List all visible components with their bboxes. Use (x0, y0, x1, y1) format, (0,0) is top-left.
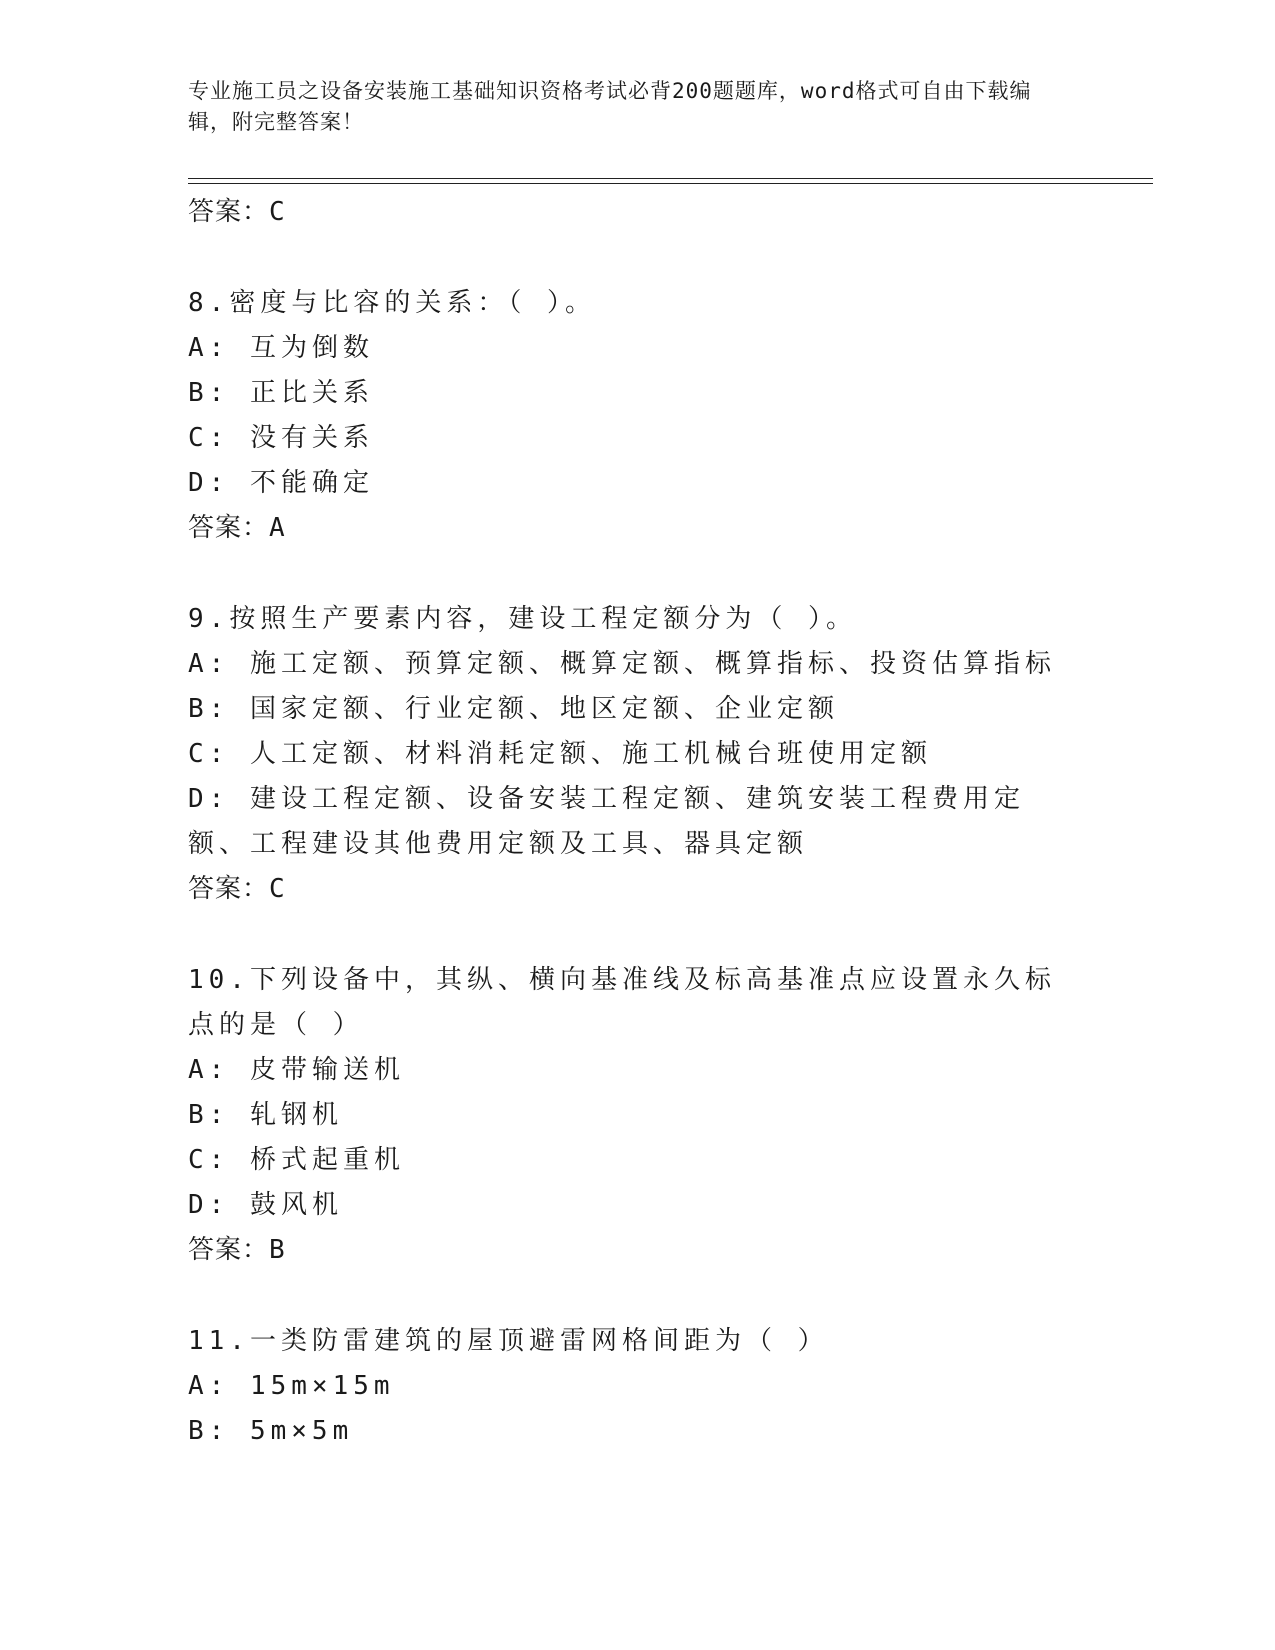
option-b (188, 687, 1088, 732)
option-text: 正比关系 (249, 378, 374, 408)
option-text: 桥式起重机 (249, 1145, 405, 1175)
question-text: 下列设备中，其纵、横向基准线及标高基准点应设置永久标点的是（ ） (188, 965, 1056, 1040)
option-a (188, 1364, 1088, 1409)
answer-label: 答案： (188, 874, 270, 904)
option-text: 没有关系 (249, 423, 374, 453)
question-list (188, 190, 1088, 1454)
document-header: 专业施工员之设备安装施工基础知识资格考试必背200题题库，word格式可自由下载编辑，附完整答案！ (188, 79, 1032, 134)
option-letter: D: (188, 784, 230, 814)
option-letter: A: (188, 333, 230, 363)
question-number: 11. (188, 1326, 250, 1356)
answer-value: C (269, 197, 286, 227)
option-letter: C: (188, 423, 230, 453)
answer-line (188, 867, 1088, 912)
option-d (188, 1183, 1088, 1228)
question-number: 10. (188, 965, 250, 995)
question-number: 9. (188, 604, 230, 634)
option-text: 皮带输送机 (249, 1055, 405, 1085)
option-c (188, 1138, 1088, 1183)
question-stem (188, 597, 1088, 642)
option-letter: D: (188, 1190, 230, 1220)
option-a (188, 326, 1088, 371)
option-text: 鼓风机 (249, 1190, 343, 1220)
question-text: 一类防雷建筑的屋顶避雷网格间距为（ ） (249, 1326, 829, 1356)
option-text: 互为倒数 (249, 333, 374, 363)
option-letter: C: (188, 739, 230, 769)
answer-label: 答案： (188, 513, 270, 543)
option-text: 不能确定 (249, 468, 374, 498)
answer-line (188, 190, 1088, 235)
header-divider (188, 178, 1153, 179)
option-a (188, 1048, 1088, 1093)
option-text: 5m×5m (249, 1416, 354, 1446)
question-number: 8. (188, 288, 230, 318)
option-letter: D: (188, 468, 230, 498)
option-letter: A: (188, 1055, 230, 1085)
option-letter: B: (188, 694, 230, 724)
answer-line (188, 506, 1088, 551)
option-letter: A: (188, 649, 230, 679)
option-text: 国家定额、行业定额、地区定额、企业定额 (249, 694, 839, 724)
option-b (188, 1409, 1088, 1454)
option-text: 建设工程定额、设备安装工程定额、建筑安装工程费用定额、工程建设其他费用定额及工具、器具定额 (188, 784, 1025, 859)
question-stem (188, 1319, 1088, 1364)
option-text: 人工定额、材料消耗定额、施工机械台班使用定额 (249, 739, 932, 769)
question-text: 密度与比容的关系：（ ）。 (229, 288, 596, 318)
answer-label: 答案： (188, 197, 270, 227)
header-divider-secondary (188, 183, 1153, 184)
option-c (188, 732, 1088, 777)
option-letter: B: (188, 1100, 230, 1130)
answer-line (188, 1228, 1088, 1273)
answer-value: B (269, 1235, 286, 1265)
answer-label: 答案： (188, 1235, 270, 1265)
option-c (188, 416, 1088, 461)
option-letter: A: (188, 1371, 230, 1401)
option-b (188, 1093, 1088, 1138)
answer-value: A (269, 513, 286, 543)
question-stem (188, 958, 1078, 1048)
option-letter: B: (188, 1416, 230, 1446)
option-text: 轧钢机 (249, 1100, 343, 1130)
option-d (188, 777, 1078, 867)
option-text: 15m×15m (249, 1371, 395, 1401)
option-letter: B: (188, 378, 230, 408)
option-letter: C: (188, 1145, 230, 1175)
option-d (188, 461, 1088, 506)
question-stem (188, 281, 1088, 326)
option-b (188, 371, 1088, 416)
question-text: 按照生产要素内容，建设工程定额分为（ ）。 (229, 604, 857, 634)
option-a (188, 642, 1088, 687)
option-text: 施工定额、预算定额、概算定额、概算指标、投资估算指标 (249, 649, 1056, 679)
answer-value: C (269, 874, 286, 904)
